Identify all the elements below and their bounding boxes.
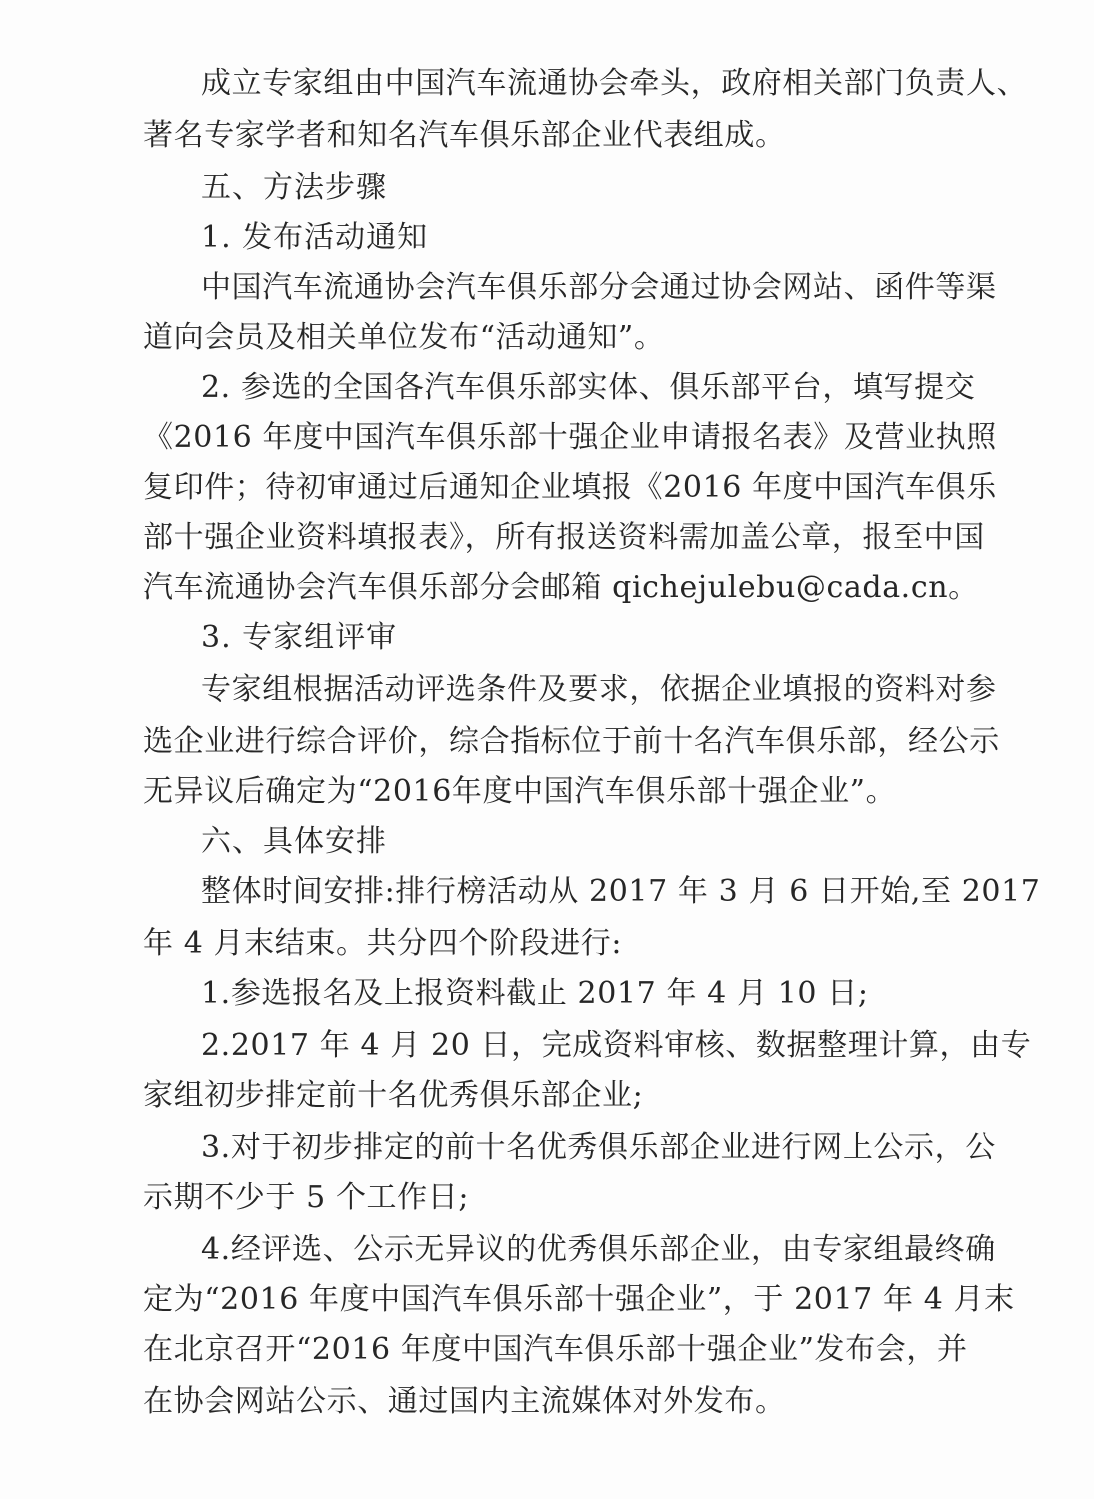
paragraph-line: 2. 参选的全国各汽车俱乐部实体、俱乐部平台，填写提交 [201, 370, 976, 405]
subsection-heading: 1. 发布活动通知 [201, 220, 429, 255]
paragraph-line: 道向会员及相关单位发布“活动通知”。 [143, 320, 665, 355]
paragraph-line: 1.参选报名及上报资料截止 2017 年 4 月 10 日; [201, 976, 869, 1011]
paragraph-line: 示期不少于 5 个工作日; [143, 1180, 470, 1215]
paragraph-line: 定为“2016 年度中国汽车俱乐部十强企业”，于 2017 年 4 月末 [143, 1282, 1015, 1317]
paragraph-line: 成立专家组由中国汽车流通协会牵头，政府相关部门负责人、 [201, 66, 1028, 101]
paragraph-line: 在北京召开“2016 年度中国汽车俱乐部十强企业”发布会，并 [143, 1332, 968, 1367]
section-heading: 六、具体安排 [201, 824, 387, 859]
paragraph-line: 在协会网站公示、通过国内主流媒体对外发布。 [143, 1384, 786, 1419]
section-heading: 五、方法步骤 [201, 170, 387, 205]
paragraph-line: 选企业进行综合评价，综合指标位于前十名汽车俱乐部，经公示 [143, 724, 1000, 759]
paragraph-line: 无异议后确定为“2016年度中国汽车俱乐部十强企业”。 [143, 774, 897, 809]
paragraph-line: 2.2017 年 4 月 20 日，完成资料审核、数据整理计算，由专 [201, 1028, 1032, 1063]
paragraph-line: 中国汽车流通协会汽车俱乐部分会通过协会网站、函件等渠 [201, 270, 997, 305]
paragraph-line: 汽车流通协会汽车俱乐部分会邮箱 qichejulebu@cada.cn。 [143, 570, 979, 605]
paragraph-line: 著名专家学者和知名汽车俱乐部企业代表组成。 [143, 118, 786, 153]
paragraph-line: 整体时间安排:排行榜活动从 2017 年 3 月 6 日开始,至 2017 [201, 874, 1041, 909]
paragraph-line: 4.经评选、公示无异议的优秀俱乐部企业，由专家组最终确 [201, 1232, 996, 1267]
paragraph-line: 复印件；待初审通过后通知企业填报《2016 年度中国汽车俱乐 [143, 470, 997, 505]
subsection-heading: 3. 专家组评审 [201, 620, 398, 655]
paragraph-line: 《2016 年度中国汽车俱乐部十强企业申请报名表》及营业执照 [143, 420, 997, 455]
paragraph-line: 年 4 月末结束。共分四个阶段进行: [143, 926, 623, 961]
paragraph-line: 专家组根据活动评选条件及要求，依据企业填报的资料对参 [201, 672, 997, 707]
paragraph-line: 家组初步排定前十名优秀俱乐部企业; [143, 1078, 644, 1113]
paragraph-line: 3.对于初步排定的前十名优秀俱乐部企业进行网上公示，公 [201, 1130, 996, 1165]
paragraph-line: 部十强企业资料填报表》，所有报送资料需加盖公章，报至中国 [143, 520, 985, 555]
